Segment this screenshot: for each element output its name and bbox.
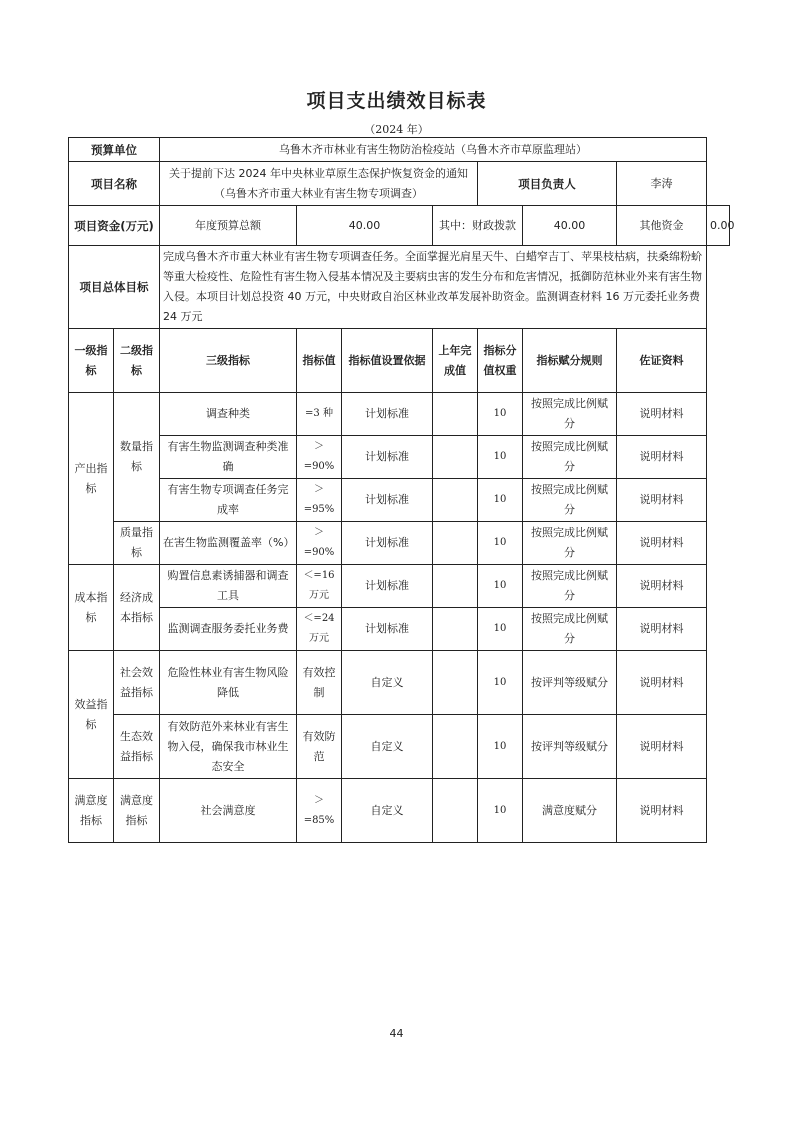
header-value: 指标值 bbox=[297, 329, 342, 393]
indicator-prev bbox=[433, 393, 478, 436]
indicator-basis: 计划标准 bbox=[342, 393, 433, 436]
indicator-name: 有害生物监测调查种类准确 bbox=[160, 436, 297, 479]
annual-budget-value: 40.00 bbox=[297, 206, 433, 246]
indicator-rule: 满意度赋分 bbox=[523, 779, 617, 843]
indicator-name: 监测调查服务委托业务费 bbox=[160, 608, 297, 651]
indicator-evidence: 说明材料 bbox=[617, 715, 707, 779]
indicator-value: ＞=90% bbox=[297, 436, 342, 479]
table-row bbox=[69, 651, 730, 715]
indicator-evidence: 说明材料 bbox=[617, 608, 707, 651]
indicator-prev bbox=[433, 779, 478, 843]
group-social-benefit: 社会效益指标 bbox=[114, 651, 160, 715]
group-quality: 质量指标 bbox=[114, 522, 160, 565]
indicator-basis: 计划标准 bbox=[342, 436, 433, 479]
indicator-evidence: 说明材料 bbox=[617, 651, 707, 715]
indicator-rule: 按照完成比例赋分 bbox=[523, 522, 617, 565]
table-row bbox=[69, 715, 730, 779]
indicator-value: ＞=90% bbox=[297, 522, 342, 565]
indicator-prev bbox=[433, 565, 478, 608]
table-row bbox=[69, 779, 730, 843]
indicator-name: 社会满意度 bbox=[160, 779, 297, 843]
indicator-weight: 10 bbox=[478, 608, 523, 651]
project-leader-label: 项目负责人 bbox=[478, 162, 617, 206]
indicator-rule: 按照完成比例赋分 bbox=[523, 436, 617, 479]
table-row bbox=[69, 565, 730, 608]
indicator-rule: 按照完成比例赋分 bbox=[523, 565, 617, 608]
group-satisfaction: 满意度指标 bbox=[69, 779, 114, 843]
indicator-rule: 按评判等级赋分 bbox=[523, 715, 617, 779]
table-row bbox=[69, 522, 730, 565]
project-name-value: 关于提前下达 2024 年中央林业草原生态保护恢复资金的通知（乌鲁木齐市重大林业有害生物专项调查） bbox=[160, 162, 478, 206]
budget-unit-label: 预算单位 bbox=[69, 138, 160, 162]
indicator-rule: 按评判等级赋分 bbox=[523, 651, 617, 715]
indicator-name: 购置信息素诱捕器和调查工具 bbox=[160, 565, 297, 608]
indicator-basis: 计划标准 bbox=[342, 608, 433, 651]
header-evidence: 佐证资料 bbox=[617, 329, 707, 393]
year-label: （2024 年） bbox=[364, 123, 429, 136]
page-title: 项目支出绩效目标表 bbox=[306, 90, 487, 112]
table-row bbox=[69, 479, 730, 522]
table-row bbox=[69, 393, 730, 436]
indicator-basis: 计划标准 bbox=[342, 565, 433, 608]
indicator-basis: 自定义 bbox=[342, 715, 433, 779]
header-level2: 二级指标 bbox=[114, 329, 160, 393]
indicator-name: 有害生物专项调查任务完成率 bbox=[160, 479, 297, 522]
project-name-label: 项目名称 bbox=[69, 162, 160, 206]
indicator-prev bbox=[433, 651, 478, 715]
indicator-evidence: 说明材料 bbox=[617, 779, 707, 843]
indicator-name: 危险性林业有害生物风险降低 bbox=[160, 651, 297, 715]
indicator-weight: 10 bbox=[478, 522, 523, 565]
page-number: 44 bbox=[389, 1027, 404, 1040]
indicator-evidence: 说明材料 bbox=[617, 522, 707, 565]
indicator-evidence: 说明材料 bbox=[617, 479, 707, 522]
performance-table bbox=[68, 137, 735, 843]
indicator-prev bbox=[433, 715, 478, 779]
indicator-weight: 10 bbox=[478, 779, 523, 843]
finance-value: 40.00 bbox=[523, 206, 617, 246]
indicator-basis: 计划标准 bbox=[342, 522, 433, 565]
header-basis: 指标值设置依据 bbox=[342, 329, 433, 393]
indicator-prev bbox=[433, 608, 478, 651]
indicator-basis: 计划标准 bbox=[342, 479, 433, 522]
indicator-weight: 10 bbox=[478, 715, 523, 779]
indicator-value: ＜=24 万元 bbox=[297, 608, 342, 651]
indicator-weight: 10 bbox=[478, 565, 523, 608]
indicator-weight: 10 bbox=[478, 393, 523, 436]
indicator-evidence: 说明材料 bbox=[617, 565, 707, 608]
other-funds-label: 其他资金 bbox=[617, 206, 707, 246]
indicator-value: ＞=85% bbox=[297, 779, 342, 843]
table-row bbox=[69, 436, 730, 479]
indicator-prev bbox=[433, 479, 478, 522]
indicator-name: 在害生物监测覆盖率（%） bbox=[160, 522, 297, 565]
header-rule: 指标赋分规则 bbox=[523, 329, 617, 393]
indicator-evidence: 说明材料 bbox=[617, 393, 707, 436]
group-benefit: 效益指标 bbox=[69, 651, 114, 779]
indicator-basis: 自定义 bbox=[342, 651, 433, 715]
header-level3: 三级指标 bbox=[160, 329, 297, 393]
finance-label: 其中：财政拨款 bbox=[433, 206, 523, 246]
indicator-value: 有效防范 bbox=[297, 715, 342, 779]
indicator-weight: 10 bbox=[478, 436, 523, 479]
header-level1: 一级指标 bbox=[69, 329, 114, 393]
indicator-rule: 按照完成比例赋分 bbox=[523, 479, 617, 522]
indicator-name: 有效防范外来林业有害生物入侵，确保我市林业生态安全 bbox=[160, 715, 297, 779]
table-row bbox=[69, 608, 730, 651]
goal-text: 完成乌鲁木齐市重大林业有害生物专项调查任务。全面掌握光肩星天牛、白蜡窄吉丁、苹果枝枯病，扶桑绵粉蚧等重大检疫性、危险性有害生物入侵基本情况及主要病虫害的发生分布和危害情况，抵御防范林业外来有害生物入侵。本项目计划总投资 40 万元，中央财政自治区林业改革发展补助资金。监测调查材料 16 万元委托业务费 24 万元 bbox=[160, 246, 707, 329]
indicator-value: ＜=16 万元 bbox=[297, 565, 342, 608]
indicator-basis: 自定义 bbox=[342, 779, 433, 843]
group-quantity: 数量指标 bbox=[114, 393, 160, 522]
indicator-weight: 10 bbox=[478, 479, 523, 522]
indicator-weight: 10 bbox=[478, 651, 523, 715]
indicator-value: 有效控制 bbox=[297, 651, 342, 715]
funds-label: 项目资金(万元) bbox=[69, 206, 160, 246]
indicator-evidence: 说明材料 bbox=[617, 436, 707, 479]
budget-unit-value: 乌鲁木齐市林业有害生物防治检疫站（乌鲁木齐市草原监理站） bbox=[160, 138, 707, 162]
indicator-rule: 按照完成比例赋分 bbox=[523, 608, 617, 651]
indicator-prev bbox=[433, 522, 478, 565]
indicator-value: =3 种 bbox=[297, 393, 342, 436]
annual-budget-label: 年度预算总额 bbox=[160, 206, 297, 246]
other-funds-value: 0.00 bbox=[707, 206, 730, 246]
indicator-name: 调查种类 bbox=[160, 393, 297, 436]
group-cost: 成本指标 bbox=[69, 565, 114, 651]
project-leader-value: 李涛 bbox=[617, 162, 707, 206]
group-output: 产出指标 bbox=[69, 393, 114, 565]
indicator-prev bbox=[433, 436, 478, 479]
header-weight: 指标分值权重 bbox=[478, 329, 523, 393]
indicator-rule: 按照完成比例赋分 bbox=[523, 393, 617, 436]
indicator-value: ＞=95% bbox=[297, 479, 342, 522]
group-econ-cost: 经济成本指标 bbox=[114, 565, 160, 651]
goal-label: 项目总体目标 bbox=[69, 246, 160, 329]
group-satisfaction-l2: 满意度指标 bbox=[114, 779, 160, 843]
group-eco-benefit: 生态效益指标 bbox=[114, 715, 160, 779]
header-prev: 上年完成值 bbox=[433, 329, 478, 393]
